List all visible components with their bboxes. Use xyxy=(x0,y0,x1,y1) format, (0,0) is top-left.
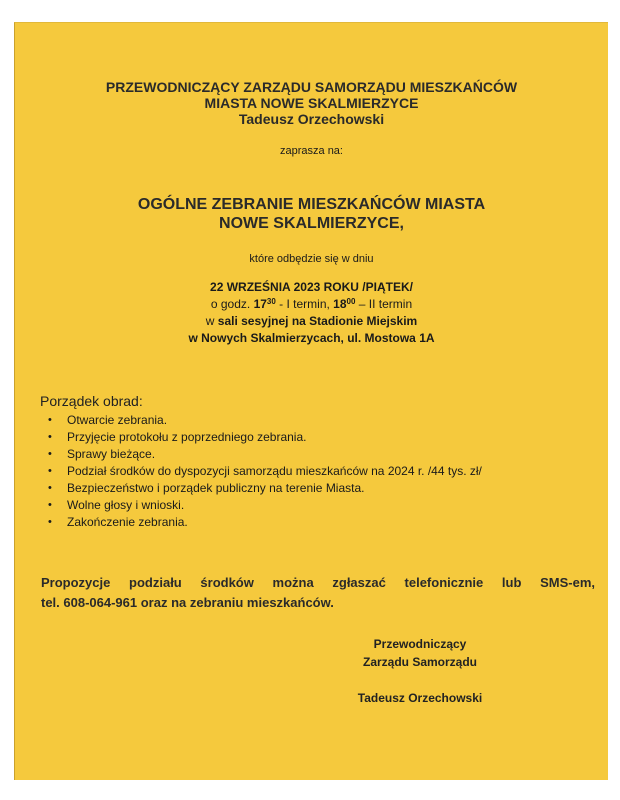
place-prefix: w xyxy=(205,314,218,328)
proposal-line2: tel. 608-064-961 oraz na zebraniu mieszkańców. xyxy=(41,595,334,610)
organizer-title-line2: MIASTA NOWE SKALMIERZYCE xyxy=(204,95,419,111)
agenda-item-text: Sprawy bieżące. xyxy=(67,447,156,461)
place-name: sali sesyjnej na Stadionie Miejskim xyxy=(217,314,418,328)
event-details xyxy=(15,279,608,347)
list-item xyxy=(48,463,482,480)
organizer-title-line1: PRZEWODNICZĄCY ZARZĄDU SAMORZĄDU MIESZKAŃCÓW xyxy=(105,79,518,95)
time1-label: - I termin, xyxy=(275,297,334,311)
list-item xyxy=(48,514,482,531)
agenda-item-text: Otwarcie zebrania. xyxy=(67,413,168,427)
agenda-item-text: Bezpieczeństwo i porządek publiczny na terenie Miasta. xyxy=(67,481,365,495)
agenda-title: Porządek obrad: xyxy=(40,393,143,409)
time1-minutes: 30 xyxy=(266,297,276,306)
intro-text: które odbędzie się w dniu xyxy=(249,253,374,265)
signature-title1: Przewodniczący xyxy=(373,637,467,651)
agenda-item-text: Podział środków do dyspozycji samorządu mieszkańców na 2024 r. /44 tys. zł/ xyxy=(67,464,482,478)
agenda-item-text: Zakończenie zebrania. xyxy=(67,515,188,529)
organizer-name: Tadeusz Orzechowski xyxy=(238,111,385,127)
bullet-icon: • xyxy=(48,482,52,494)
notice-sheet xyxy=(14,22,608,780)
agenda-item-text: Wolne głosy i wnioski. xyxy=(67,498,185,512)
event-place-line1 xyxy=(15,313,608,330)
event-title-line1: OGÓLNE ZEBRANIE MIESZKAŃCÓW MIASTA xyxy=(137,196,486,213)
time-prefix: o godz. xyxy=(210,297,254,311)
list-item xyxy=(48,480,482,497)
signature-name: Tadeusz Orzechowski xyxy=(357,691,483,705)
bullet-icon: • xyxy=(48,516,52,528)
time2-hour: 18 xyxy=(333,297,347,311)
bullet-icon: • xyxy=(48,465,52,477)
list-item xyxy=(48,429,482,446)
list-item xyxy=(48,446,482,463)
agenda-item-text: Przyjęcie protokołu z poprzedniego zebrania. xyxy=(67,430,307,444)
agenda-list xyxy=(48,412,482,531)
bullet-icon: • xyxy=(48,414,52,426)
list-item xyxy=(48,412,482,429)
bullet-icon: • xyxy=(48,448,52,460)
time2-label: – II termin xyxy=(355,297,413,311)
bullet-icon: • xyxy=(48,431,52,443)
proposal-line1: Propozycje podziału środków można zgłaszać telefonicznie lub SMS-em, xyxy=(41,575,595,590)
time1-hour: 17 xyxy=(253,297,267,311)
signature-title2: Zarządu Samorządu xyxy=(362,655,478,669)
event-title xyxy=(15,195,608,233)
event-place-line2: w Nowych Skalmierzycach, ul. Mostowa 1A xyxy=(188,331,435,345)
event-title-line2: NOWE SKALMIERZYCE, xyxy=(219,215,404,232)
event-time xyxy=(15,296,608,313)
bullet-icon: • xyxy=(48,499,52,511)
time2-minutes: 00 xyxy=(346,297,356,306)
list-item xyxy=(48,497,482,514)
organizer-header xyxy=(15,79,608,127)
invite-text: zaprasza na: xyxy=(280,145,343,157)
event-date: 22 WRZEŚNIA 2023 ROKU /PIĄTEK/ xyxy=(210,280,413,294)
proposal-note xyxy=(41,573,595,613)
